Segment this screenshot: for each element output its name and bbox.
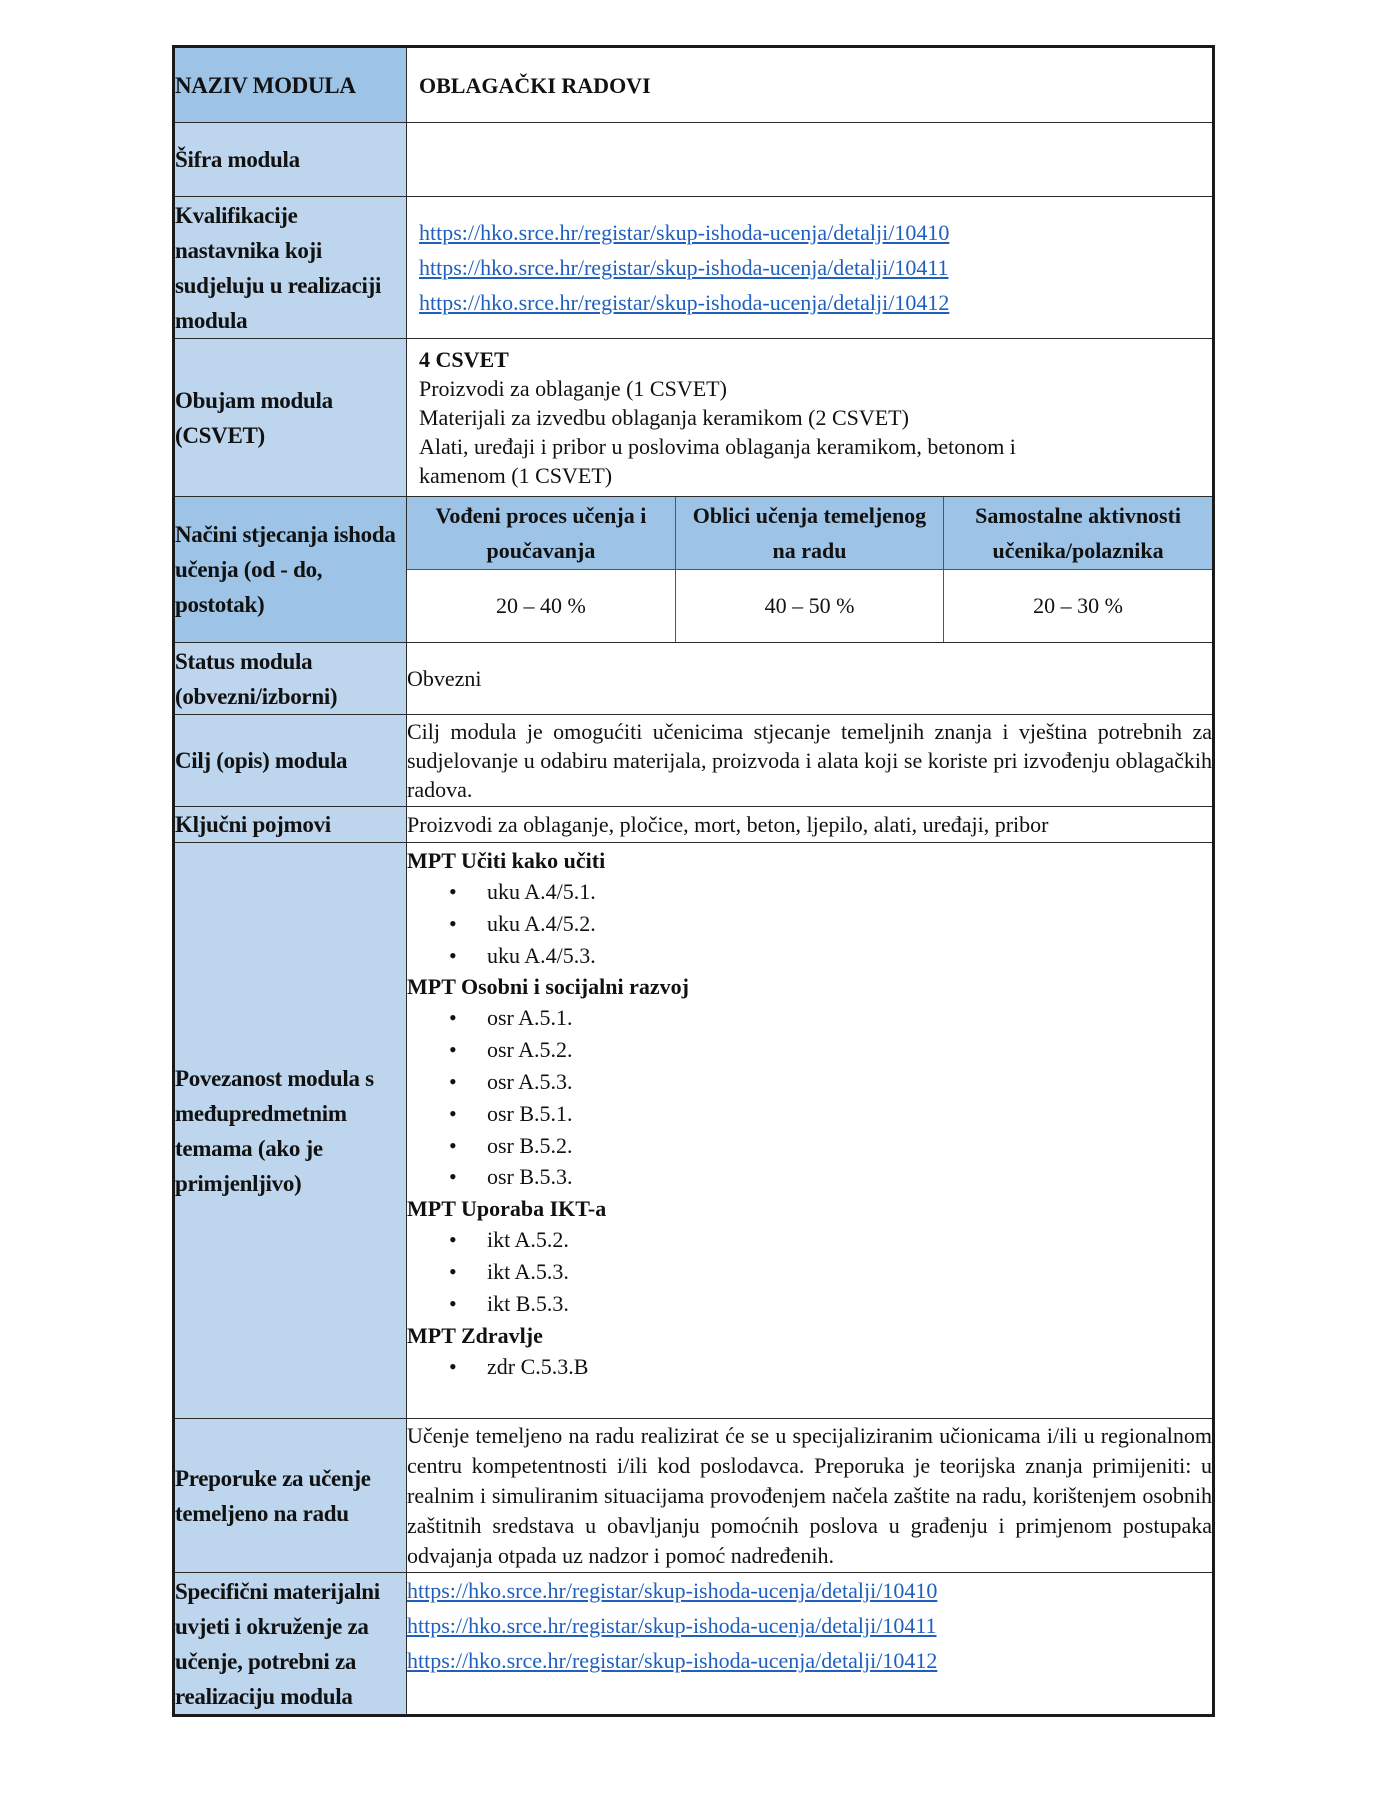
mpt-group-title: MPT Osobni i socijalni razvoj — [407, 974, 689, 1000]
row-kvalifikacije — [174, 197, 1214, 339]
value-sifra — [407, 123, 1214, 197]
value-preporuke: Učenje temeljeno na radu realizirat će se u specijaliziranim učionicama i/ili u regionalnom centru kompetentnosti i/ili kod poslodavca. Preporuka je teorijska znanja primijeniti: u realnim i simuliranim situacijama provođenjem načela zaštite na radu, korištenjem osobnih zaštitnih sredstava u obavljanju pomoćnih poslova u građenju i primjenom postupaka odvajanja otpada uz nadzor i pomoć nadređenih. — [407, 1419, 1214, 1573]
label-cilj: Cilj (opis) modula — [174, 715, 407, 807]
label-nacini: Načini stjecanja ishoda učenja (od - do, postotak) — [174, 497, 407, 643]
label-kvalifikacije: Kvalifikacije nastavnika koji sudjeluju u realizaciji modula — [174, 197, 407, 339]
mpt-list-ikt — [407, 1224, 1212, 1319]
row-preporuke — [174, 1419, 1214, 1573]
value-cilj: Cilj modula je omogućiti učenicima stjecanje temeljnih znanja i vještina potrebnih za sudjelovanje u odabiru materijala, proizvoda i alata koji se koriste pri izvođenju oblagačkih radova. — [407, 715, 1214, 807]
value-kvalifikacije — [407, 197, 1214, 339]
nacini-header-oblici: Oblici učenja temeljenog na radu — [675, 497, 943, 570]
nacini-subtable — [407, 497, 1212, 642]
list-item: • ikt A.5.2. — [449, 1224, 1212, 1256]
row-status — [174, 643, 1214, 715]
list-item: • ikt A.5.3. — [449, 1256, 1212, 1288]
nacini-header-vodeni: Vođeni proces učenja i poučavanja — [407, 497, 675, 570]
label-obujam: Obujam modula (CSVET) — [174, 339, 407, 497]
value-povezanost — [407, 843, 1214, 1419]
list-item: • osr A.5.2. — [449, 1034, 1212, 1066]
nacini-value-oblici: 40 – 50 % — [675, 570, 943, 643]
row-obujam — [174, 339, 1214, 497]
value-naziv: OBLAGAČKI RADOVI — [407, 47, 1214, 123]
link-10410[interactable]: https://hko.srce.hr/registar/skup-ishoda-ucenja/detalji/10410 — [419, 220, 950, 245]
list-item: • osr B.5.2. — [449, 1130, 1212, 1162]
list-item: • zdr C.5.3.B — [449, 1351, 1212, 1383]
label-status: Status modula (obvezni/izborni) — [174, 643, 407, 715]
mpt-list-zdr — [407, 1351, 1212, 1383]
label-naziv: NAZIV MODULA — [174, 47, 407, 123]
link-10411[interactable]: https://hko.srce.hr/registar/skup-ishoda-ucenja/detalji/10411 — [407, 1613, 937, 1639]
row-specificni — [174, 1573, 1214, 1716]
obujam-total: 4 CSVET — [419, 347, 509, 372]
nacini-value-samostalne: 20 – 30 % — [944, 570, 1212, 643]
value-nacini — [407, 497, 1214, 643]
list-item: • ikt B.5.3. — [449, 1288, 1212, 1320]
list-item: • osr B.5.1. — [449, 1098, 1212, 1130]
list-item: • uku A.4/5.3. — [449, 940, 1212, 972]
value-kljucni: Proizvodi za oblaganje, pločice, mort, beton, ljepilo, alati, uređaji, pribor — [407, 807, 1214, 843]
label-sifra: Šifra modula — [174, 123, 407, 197]
nacini-value-vodeni: 20 – 40 % — [407, 570, 675, 643]
row-povezanost — [174, 843, 1214, 1419]
mpt-group-title: MPT Uporaba IKT-a — [407, 1196, 607, 1222]
link-10412[interactable]: https://hko.srce.hr/registar/skup-ishoda-ucenja/detalji/10412 — [419, 290, 950, 315]
label-preporuke: Preporuke za učenje temeljeno na radu — [174, 1419, 407, 1573]
module-table — [172, 45, 1215, 1717]
mpt-group-title: MPT Učiti kako učiti — [407, 848, 606, 873]
obujam-item: Alati, uređaji i pribor u poslovima oblaganja keramikom, betonom i kamenom (1 CSVET) — [419, 434, 1016, 488]
mpt-list-uku — [407, 876, 1212, 971]
link-10410[interactable]: https://hko.srce.hr/registar/skup-ishoda-ucenja/detalji/10410 — [407, 1578, 938, 1604]
row-nacini — [174, 497, 1214, 643]
obujam-item: Materijali za izvedbu oblaganja keramikom (2 CSVET) — [419, 405, 909, 430]
label-specificni: Specifični materijalni uvjeti i okruženje za učenje, potrebni za realizaciju modula — [174, 1573, 407, 1716]
value-specificni — [407, 1573, 1214, 1716]
link-10412[interactable]: https://hko.srce.hr/registar/skup-ishoda-ucenja/detalji/10412 — [407, 1648, 938, 1674]
link-10411[interactable]: https://hko.srce.hr/registar/skup-ishoda-ucenja/detalji/10411 — [419, 255, 949, 280]
list-item: • osr B.5.3. — [449, 1161, 1212, 1193]
list-item: • uku A.4/5.2. — [449, 908, 1212, 940]
obujam-item: Proizvodi za oblaganje (1 CSVET) — [419, 376, 727, 401]
value-status: Obvezni — [407, 643, 1214, 715]
mpt-group-title: MPT Zdravlje — [407, 1322, 543, 1348]
nacini-header-samostalne: Samostalne aktivnosti učenika/polaznika — [944, 497, 1212, 570]
list-item: • osr A.5.3. — [449, 1066, 1212, 1098]
row-sifra — [174, 123, 1214, 197]
value-obujam — [407, 339, 1214, 497]
row-cilj — [174, 715, 1214, 807]
mpt-list-osr — [407, 1002, 1212, 1193]
list-item: • uku A.4/5.1. — [449, 876, 1212, 908]
list-item: • osr A.5.1. — [449, 1002, 1212, 1034]
row-kljucni — [174, 807, 1214, 843]
label-povezanost: Povezanost modula s međupredmetnim temama (ako je primjenljivo) — [174, 843, 407, 1419]
label-kljucni: Ključni pojmovi — [174, 807, 407, 843]
row-naziv — [174, 47, 1214, 123]
